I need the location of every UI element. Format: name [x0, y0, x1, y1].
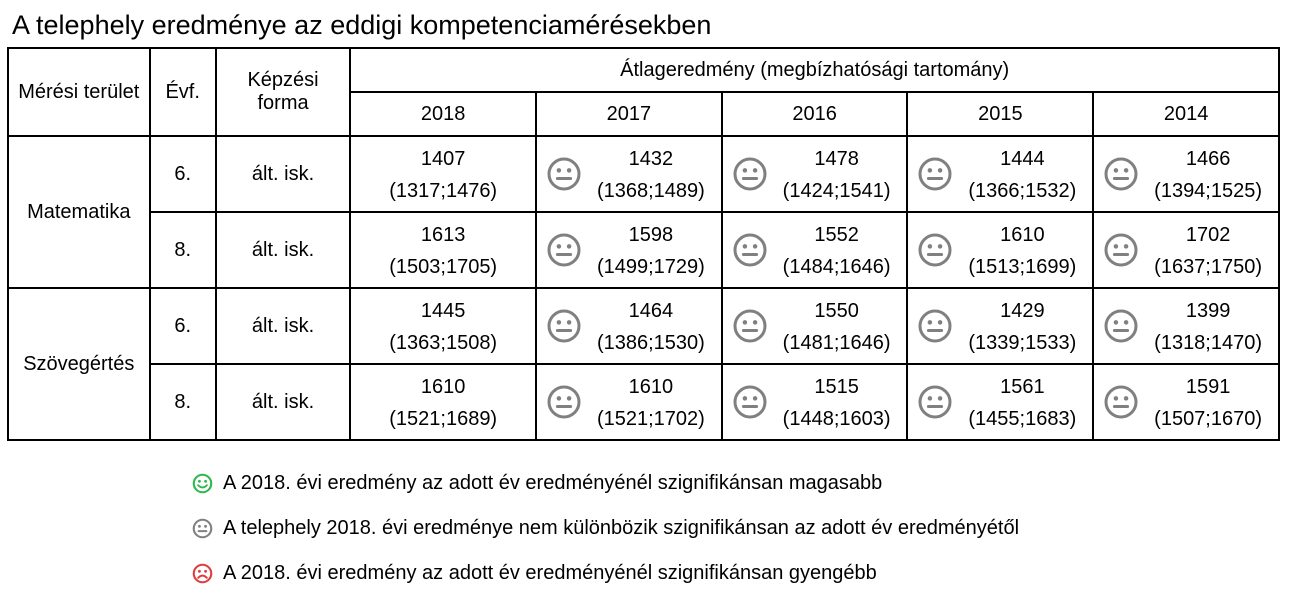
area-cell: Matematika	[8, 136, 150, 288]
average-value: 1429	[1000, 300, 1045, 322]
table-row	[8, 212, 1279, 288]
table-body	[8, 136, 1279, 440]
score-cell	[350, 136, 536, 212]
confidence-range: (1318;1470)	[1154, 332, 1263, 354]
table-row	[8, 364, 1279, 440]
confidence-range: (1513;1699)	[968, 256, 1077, 278]
header-row	[8, 48, 1279, 92]
score-value-block	[351, 369, 535, 435]
score-cell	[536, 288, 722, 364]
average-value: 1598	[628, 224, 674, 246]
average-value: 1466	[1185, 148, 1231, 170]
confidence-range: (1368;1489)	[596, 180, 705, 202]
average-value: 1407	[420, 148, 466, 170]
legend-text: A 2018. évi eredmény az adott év eredményénél szignifikánsan magasabb	[223, 471, 883, 494]
header-average: Átlageredmény (megbízhatósági tartomány)	[350, 48, 1279, 92]
header-year: 2014	[1093, 92, 1279, 136]
neutral-face-icon	[732, 156, 768, 192]
form-cell: ált. isk.	[216, 364, 351, 440]
neutral-face-icon	[546, 156, 582, 192]
evf-cell: 8.	[150, 212, 216, 288]
average-value: 1613	[420, 224, 466, 246]
score-cell	[350, 364, 536, 440]
average-value: 1515	[814, 376, 859, 398]
average-value: 1550	[814, 300, 859, 322]
confidence-range: (1386;1530)	[596, 332, 705, 354]
header-form-line1: Képzési	[247, 69, 319, 91]
average-value: 1399	[1185, 300, 1231, 322]
table-row	[8, 136, 1279, 212]
score-value-block	[351, 293, 535, 359]
confidence-range: (1366;1532)	[968, 180, 1077, 202]
neutral-face-icon	[1103, 384, 1139, 420]
average-value: 1561	[1000, 376, 1045, 398]
legend-item-lower	[192, 562, 1019, 584]
score-cell	[1093, 212, 1279, 288]
average-value: 1445	[420, 300, 466, 322]
average-value: 1610	[1000, 224, 1045, 246]
neutral-face-icon	[732, 308, 768, 344]
score-cell	[350, 288, 536, 364]
neutral-face-icon	[917, 156, 953, 192]
neutral-face-icon	[546, 232, 582, 268]
confidence-range: (1503;1705)	[389, 256, 498, 278]
score-value-block	[351, 217, 535, 283]
header-year: 2017	[536, 92, 722, 136]
neutral-face-icon	[917, 384, 953, 420]
neutral-face-icon	[732, 232, 768, 268]
evf-cell: 6.	[150, 288, 216, 364]
area-cell: Szövegértés	[8, 288, 150, 440]
confidence-range: (1317;1476)	[389, 180, 498, 202]
header-evf: Évf.	[150, 48, 216, 136]
score-cell	[536, 364, 722, 440]
legend-item-same	[192, 517, 1019, 539]
score-cell	[907, 136, 1093, 212]
legend-text: A telephely 2018. évi eredménye nem különbözik szignifikánsan az adott év eredményétől	[223, 516, 1020, 539]
score-cell	[1093, 288, 1279, 364]
form-cell: ált. isk.	[216, 288, 351, 364]
confidence-range: (1481;1646)	[782, 332, 891, 354]
score-cell	[722, 364, 908, 440]
neutral-face-icon	[917, 308, 953, 344]
header-form-line2: forma	[257, 92, 309, 114]
header-form	[216, 48, 351, 136]
score-cell	[1093, 364, 1279, 440]
neutral-face-icon	[192, 518, 213, 539]
legend	[192, 472, 1019, 607]
legend-item-higher	[192, 472, 1019, 494]
score-value-block	[351, 141, 535, 207]
neutral-face-icon	[1103, 308, 1139, 344]
average-value: 1610	[420, 376, 466, 398]
score-cell	[722, 212, 908, 288]
score-cell	[907, 364, 1093, 440]
neutral-face-icon	[546, 308, 582, 344]
sad-face-icon	[192, 563, 213, 584]
confidence-range: (1499;1729)	[596, 256, 705, 278]
confidence-range: (1448;1603)	[782, 408, 891, 430]
average-value: 1478	[814, 148, 859, 170]
average-value: 1610	[628, 376, 674, 398]
average-value: 1591	[1185, 376, 1231, 398]
results-table	[7, 47, 1280, 441]
form-cell: ált. isk.	[216, 136, 351, 212]
neutral-face-icon	[917, 232, 953, 268]
average-value: 1552	[814, 224, 859, 246]
confidence-range: (1394;1525)	[1154, 180, 1263, 202]
header-area: Mérési terület	[8, 48, 150, 136]
evf-cell: 8.	[150, 364, 216, 440]
neutral-face-icon	[732, 384, 768, 420]
header-year: 2015	[907, 92, 1093, 136]
header-year: 2018	[350, 92, 536, 136]
score-cell	[536, 212, 722, 288]
score-cell	[907, 212, 1093, 288]
neutral-face-icon	[546, 384, 582, 420]
score-cell	[722, 288, 908, 364]
confidence-range: (1507;1670)	[1154, 408, 1263, 430]
confidence-range: (1363;1508)	[389, 332, 498, 354]
confidence-range: (1637;1750)	[1154, 256, 1263, 278]
score-cell	[350, 212, 536, 288]
form-cell: ált. isk.	[216, 212, 351, 288]
score-cell	[722, 136, 908, 212]
score-cell	[907, 288, 1093, 364]
table-row	[8, 288, 1279, 364]
confidence-range: (1424;1541)	[782, 180, 891, 202]
average-value: 1444	[1000, 148, 1045, 170]
neutral-face-icon	[1103, 156, 1139, 192]
score-cell	[1093, 136, 1279, 212]
confidence-range: (1455;1683)	[968, 408, 1077, 430]
page-title: A telephely eredménye az eddigi kompetenciamérésekben	[12, 10, 712, 40]
confidence-range: (1339;1533)	[968, 332, 1077, 354]
neutral-face-icon	[1103, 232, 1139, 268]
legend-text: A 2018. évi eredmény az adott év eredményénél szignifikánsan gyengébb	[223, 561, 877, 584]
average-value: 1464	[628, 300, 674, 322]
average-value: 1702	[1185, 224, 1231, 246]
header-year: 2016	[722, 92, 908, 136]
happy-face-icon	[192, 473, 213, 494]
confidence-range: (1521;1689)	[389, 408, 498, 430]
confidence-range: (1484;1646)	[782, 256, 891, 278]
confidence-range: (1521;1702)	[596, 408, 705, 430]
average-value: 1432	[628, 148, 674, 170]
evf-cell: 6.	[150, 136, 216, 212]
score-cell	[536, 136, 722, 212]
